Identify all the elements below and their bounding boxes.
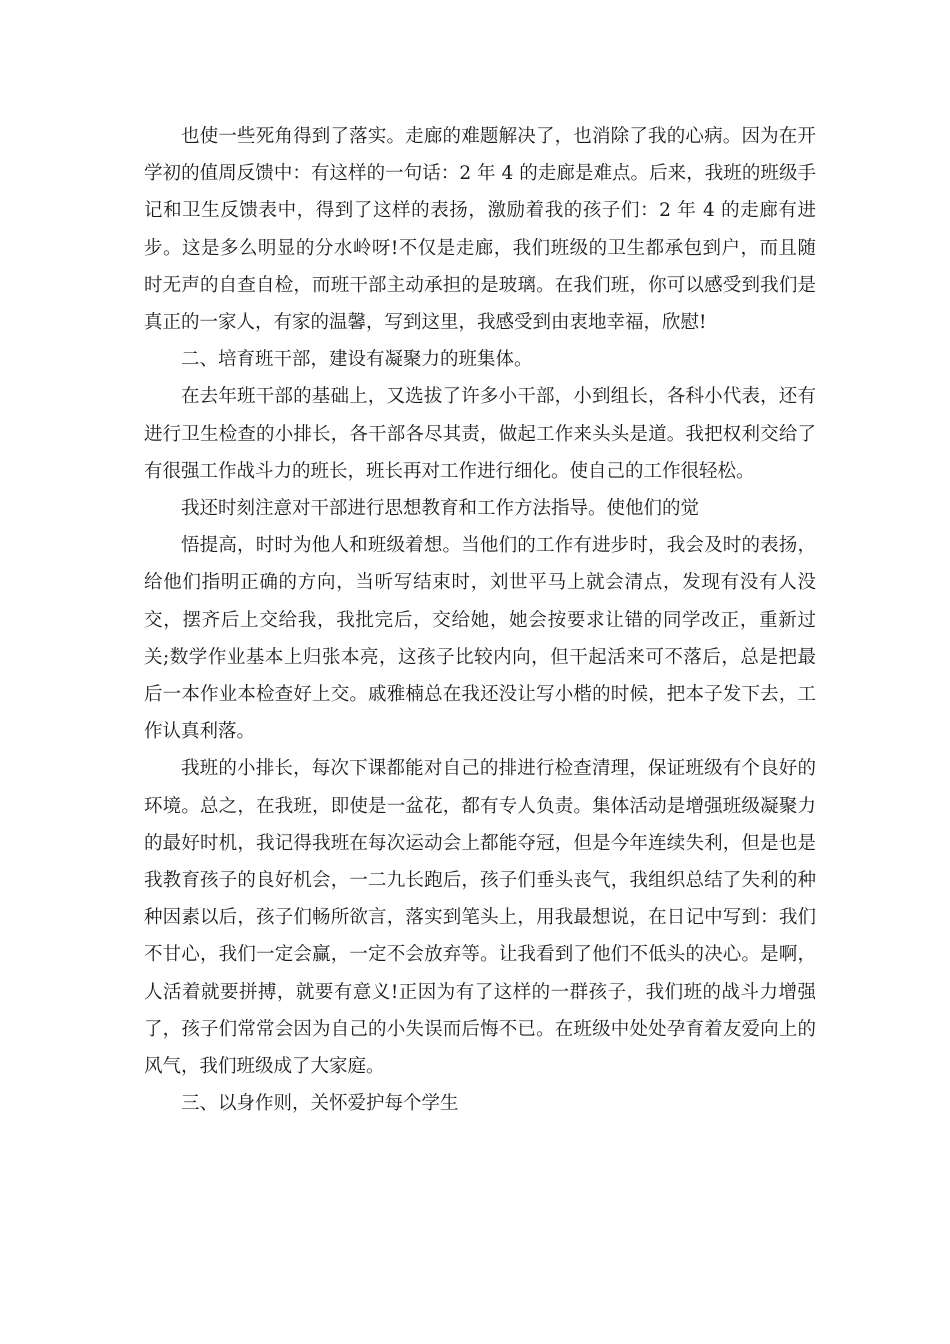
paragraph-hallway: 也使一些死角得到了落实。走廊的难题解决了，也消除了我的心病。因为在开学初的值周反馈中：有这样的一句话：2 年 4 的走廊是难点。后来，我班的班级手记和卫生反馈表中，得到了这样的表扬，激励着我的孩子们：2 年 4 的走廊有进步。这是多么明显的分水岭呀!不仅是走廊，我们班级的卫生都承包到户，而且随时无声的自查自检，而班干部主动承担的是玻璃。在我们班，你可以感受到我们是真正的一家人，有家的温馨，写到这里，我感受到由衷地幸福，欣慰! bbox=[144, 126, 816, 334]
paragraph-cadre-praise: 悟提高，时时为他人和班级着想。当他们的工作有进步时，我会及时的表扬，给他们指明正确的方向，当听写结束时，刘世平马上就会清点，发现有没有人没交，摆齐后上交给我，我批完后，交给她，她会按要求让错的同学改正，重新过关;数学作业基本上归张本亮，这孩子比较内向，但干起活来可不落后，总是把最后一本作业本检查好上交。戚雅楠总在我还没让写小楷的时候，把本子发下去，工作认真利落。 bbox=[144, 535, 816, 743]
section-heading-two: 二、培育班干部，建设有凝聚力的班集体。 bbox=[181, 349, 533, 371]
paragraph-cadre-education: 我还时刻注意对干部进行思想教育和工作方法指导。使他们的觉 bbox=[181, 498, 700, 520]
paragraph-class-cadres: 在去年班干部的基础上，又选拔了许多小干部，小到组长，各科小代表，还有进行卫生检查的小排长，各干部各尽其责，做起工作来头头是道。我把权利交给了有很强工作战斗力的班长，班长再对工作进行细化。使自己的工作很轻松。 bbox=[144, 386, 816, 482]
paragraph-class-cohesion: 我班的小排长，每次下课都能对自己的排进行检查清理，保证班级有个良好的环境。总之，在我班，即使是一盆花，都有专人负责。集体活动是增强班级凝聚力的最好时机，我记得我班在每次运动会上都能夺冠，但是今年连续失利，但是也是我教育孩子的良好机会，一二九长跑后，孩子们垂头丧气，我组织总结了失利的种种因素以后，孩子们畅所欲言，落实到笔头上，用我最想说，在日记中写到：我们不甘心，我们一定会赢，一定不会放弃等。让我看到了他们不低头的决心。是啊，人活着就要拼搏，就要有意义!正因为有了这样的一群孩子，我们班的战斗力增强了，孩子们常常会因为自己的小失误而后悔不已。在班级中处处孕育着友爱向上的风气，我们班级成了大家庭。 bbox=[144, 758, 816, 1078]
document-body bbox=[144, 118, 816, 1122]
section-heading-three: 三、以身作则，关怀爱护每个学生 bbox=[181, 1093, 459, 1115]
